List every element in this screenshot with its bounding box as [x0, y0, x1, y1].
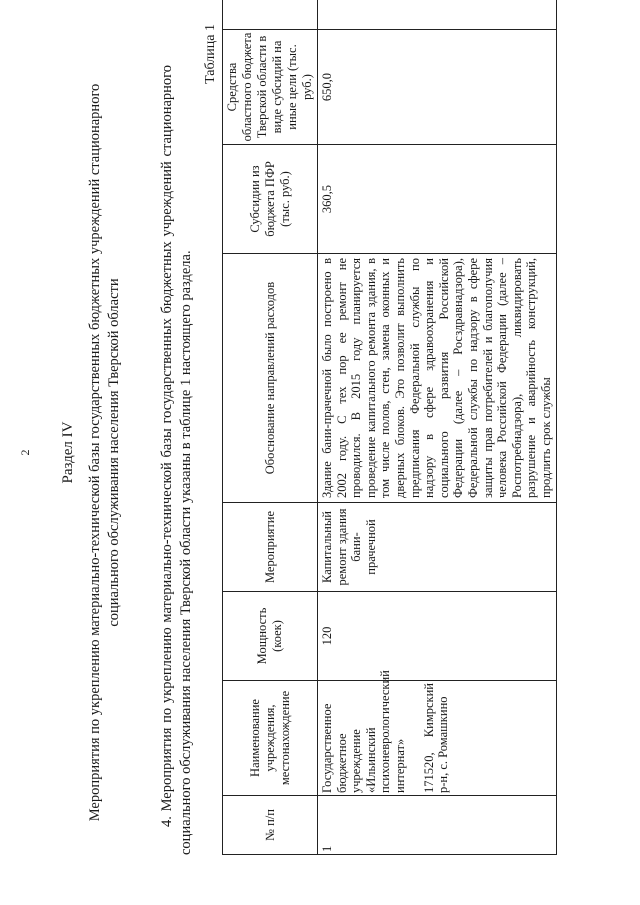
- header-justification: Обоснование направлений расходов: [223, 254, 318, 503]
- page-number: 2: [18, 449, 32, 456]
- header-pfr-subsidy: Субсидии из бюджета ПФР (тыс. руб.): [223, 145, 318, 254]
- cell-capacity: 120: [318, 592, 557, 681]
- header-capacity: Мощность (коек): [223, 592, 318, 681]
- header-number: № п/п: [223, 796, 318, 855]
- cell-measure: Капитальный ремонт здания бани-прачечной: [318, 503, 557, 592]
- table-header-row: [223, 0, 318, 855]
- section-title: Раздел IV: [60, 421, 76, 484]
- institution-address: 171520, Кимрский р-н, с. Ромашкино: [421, 683, 451, 793]
- table-label: Таблица 1: [203, 24, 218, 84]
- table-row: [318, 0, 557, 855]
- cell-number: 1: [318, 796, 557, 855]
- intro-paragraph: 4. Мероприятия по укреплению материально-технической базы государственных бюджетных учреждений стационарного социального обслуживания населения Тверской области указаны в таблице 1 настоящего раздела.: [159, 65, 194, 855]
- cell-pfr-subsidy: 360,5: [318, 145, 557, 254]
- cell-extra: [318, 0, 557, 30]
- measures-table: [222, 0, 557, 855]
- cell-regional-funds: 650,0: [318, 30, 557, 145]
- header-regional-funds: Средства областного бюджета Тверской области в виде субсидий на иные цели (тыс. руб.): [223, 30, 318, 145]
- cell-institution: [318, 670, 557, 796]
- header-measure: Мероприятие: [223, 503, 318, 592]
- header-extra: [223, 0, 318, 30]
- header-institution: Наименование учреждения, местонахождение: [223, 681, 318, 796]
- section-subtitle: Мероприятия по укреплению материально-технической базы государственных бюджетных учреждений стационарного социального обслуживания населения Тверской области: [87, 83, 122, 822]
- institution-name: Государственное бюджетное учреждение «Ильинский психоневрологический интернат»: [320, 670, 407, 793]
- cell-justification: Здание бани-прачечной было построено в 2002 году. С тех пор ее ремонт не проводился. В 2015 году планируется проведение капитального ремонта здания, в том числе полов, стен, замена оконных и дверных блоков. Это позволит выполнить предписания Федеральной службы по надзору в сфере здравоохранения и социального развития Российской Федерации (далее – Росздравнадзора), Федеральной службы по надзору в сфере защиты прав потребителей и благополучия человека Российской Федерации (далее – Роспотребнадзора), ликвидировать разрушение и аварийность конструкций, продлить срок службы: [318, 254, 557, 503]
